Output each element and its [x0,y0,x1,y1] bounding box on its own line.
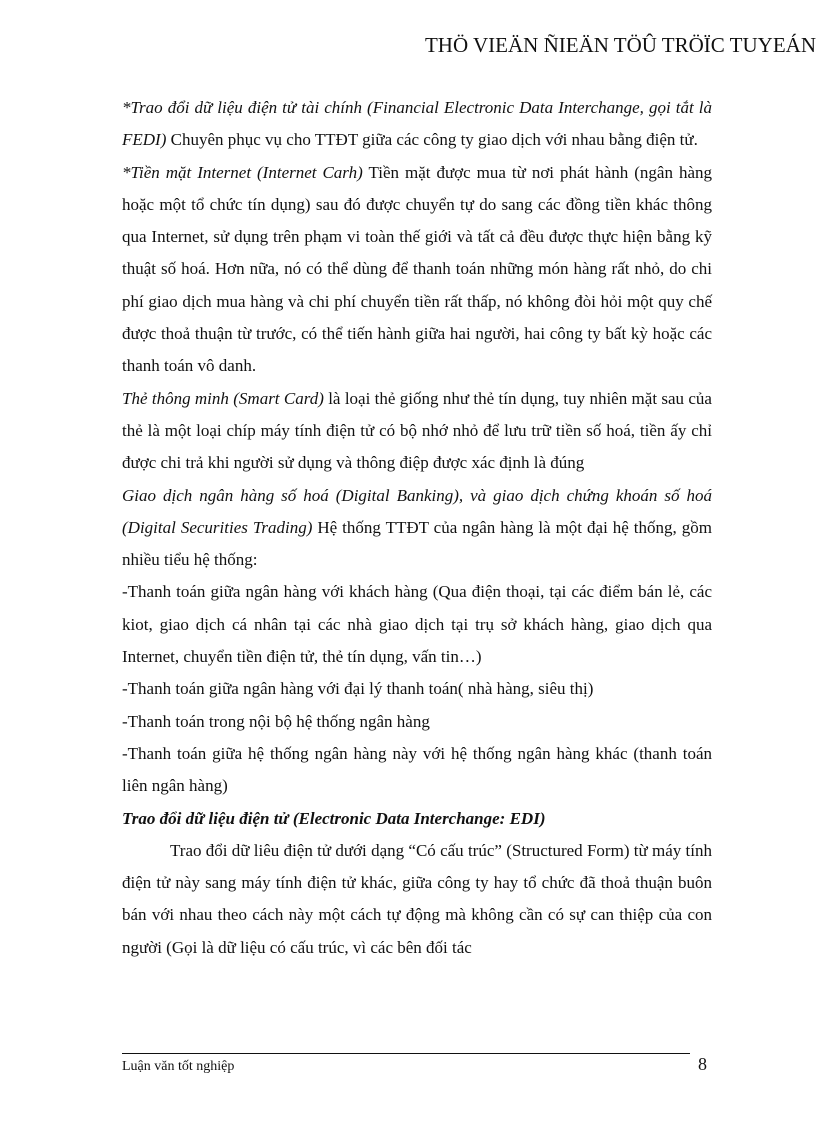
section-heading-edi: Trao đổi dữ liệu điện tử (Electronic Data Interchange: EDI) [122,808,546,828]
paragraph-text: Chuyên phục vụ cho TTĐT giữa các công ty giao dịch với nhau bằng điện tử. [166,130,698,150]
paragraph-smart-card [122,383,712,480]
paragraph-text: là loại thẻ giống như thẻ tín dụng, tuy nhiên mặt sau của thẻ là một loại chíp máy tính điện tử có bộ nhớ nhỏ để lưu trữ tiền số hoá, tiền ấy chỉ được chi trả khi người sử dụng và thông điệp được xác định là đúng [122,388,712,473]
page-number: 8 [698,1054,707,1074]
document-body [122,92,712,964]
paragraph-text: Tiền mặt được mua từ nơi phát hành (ngân hàng hoặc một tổ chức tín dụng) sau đó được chuyển tự do sang các đồng tiền khác thông qua Internet, sử dụng trên phạm vi toàn thế giới và tất cả đều được thực hiện bằng kỹ thuật số hoá. Hơn nữa, nó có thể dùng để thanh toán những món hàng rất nhỏ, do chi phí giao dịch mua hàng và chi phí chuyển tiền rất thấp, nó không đòi hỏi một quy chế được thoả thuận từ trước, có thể tiến hành giữa hai người, hai công ty bất kỳ hoặc các thanh toán vô danh. [122,162,712,376]
list-item: -Thanh toán giữa ngân hàng với khách hàng (Qua điện thoại, tại các điểm bán lẻ, các kiot, giao dịch cá nhân tại các nhà giao dịch tại trụ sở khách hàng, giao dịch qua Internet, chuyển tiền điện tử, thẻ tín dụng, vấn tin…) [122,582,712,667]
footer-divider [122,1053,690,1054]
paragraph-digital-banking [122,480,712,577]
list-item: -Thanh toán giữa ngân hàng với đại lý thanh toán( nhà hàng, siêu thị) [122,679,594,699]
term-smart-card: Thẻ thông minh (Smart Card) [122,388,324,408]
paragraph-fedi [122,92,712,157]
footer-label: Luận văn tốt nghiệp [122,1059,235,1074]
term-digital-banking: Giao dịch ngân hàng số hoá (Digital Banking), và giao dịch chứng khoán số hoá (Digital Securities Trading) [122,485,712,537]
list-item: -Thanh toán giữa hệ thống ngân hàng này với hệ thống ngân hàng khác (thanh toán liên ngân hàng) [122,743,712,796]
list-item: -Thanh toán trong nội bộ hệ thống ngân hàng [122,711,430,731]
paragraph-internet-cash [122,157,712,383]
term-internet-cash: *Tiền mặt Internet (Internet Carh) [122,162,363,182]
paragraph-edi: Trao đổi dữ liêu điện tử dưới dạng “Có cấu trúc” (Structured Form) từ máy tính điện tử này sang máy tính điện tử khác, giữa công ty hay tổ chức đã thoả thuận buôn bán với nhau theo cách này một cách tự động mà không cần có sự can thiệp của con người (Gọi là dữ liệu có cấu trúc, vì các bên đối tác [122,840,712,957]
term-fedi: *Trao đổi dữ liệu điện tử tài chính (Financial Electronic Data Interchange, gọi tắt là FEDI) [122,98,712,150]
page-header-title: THÖ VIEÄN ÑIEÄN TÖÛ TRÖÏC TUYEÁN [424,33,816,57]
paragraph-text: Hệ thống TTĐT của ngân hàng là một đại hệ thống, gồm nhiều tiểu hệ thống: [122,517,712,570]
